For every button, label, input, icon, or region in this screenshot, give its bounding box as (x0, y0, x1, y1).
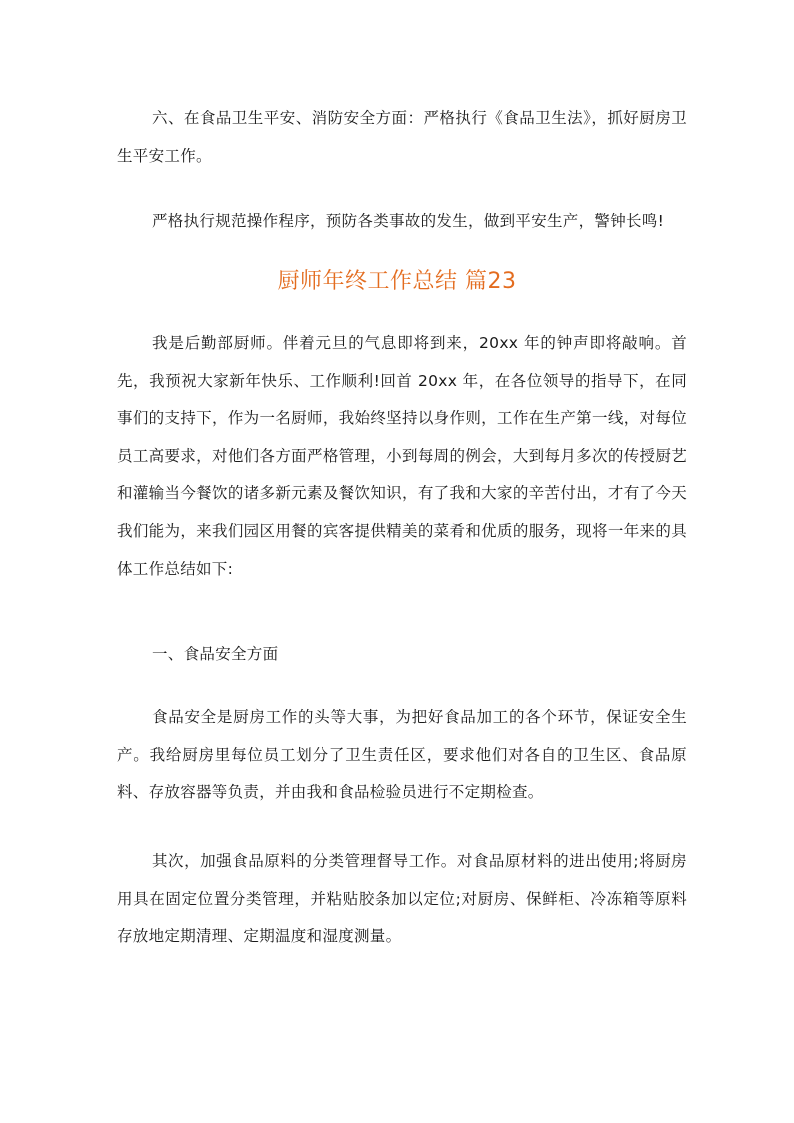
subheading-food-safety: 一、食品安全方面 (152, 645, 279, 663)
paragraph-food-safety-duty: 食品安全是厨房工作的头等大事，为把好食品加工的各个环节，保证安全生产。我给厨房里每位员工划分了卫生责任区，要求他们对各自的卫生区、食品原料、存放容器等负责，并由我和食品检验员进行不定期检查。 (117, 708, 687, 802)
paragraph-safe-operation: 严格执行规范操作程序，预防各类事故的发生，做到平安生产，警钟长鸣! (152, 212, 665, 230)
paragraph-food-safety-fire: 六、在食品卫生平安、消防安全方面：严格执行《食品卫生法》，抓好厨房卫生平安工作。 (117, 109, 687, 165)
paragraph-material-management: 其次，加强食品原料的分类管理督导工作。对食品原材料的进出使用;将厨房用具在固定位置分类管理，并粘贴胶条加以定位;对厨房、保鲜柜、冷冻箱等原料存放地定期清理、定期温度和湿度测量。 (117, 852, 687, 946)
paragraph-introduction: 我是后勤部厨师。伴着元旦的气息即将到来，20xx 年的钟声即将敲响。首先，我预祝大家新年快乐、工作顺利!回首 20xx 年，在各位领导的指导下，在同事们的支持下，作为一名厨师，我始终坚持以身作则，工作在生产第一线，对每位员工高要求，对他们各方面严格管理，小到每周的例会，大到每月多次的传授厨艺和灌输当今餐饮的诸多新元素及餐饮知识，有了我和大家的辛苦付出，才有了今天我们能为，来我们园区用餐的宾客提供精美的菜肴和优质的服务，现将一年来的具体工作总结如下: (117, 334, 687, 578)
section-title: 厨师年终工作总结 篇23 (277, 269, 517, 294)
